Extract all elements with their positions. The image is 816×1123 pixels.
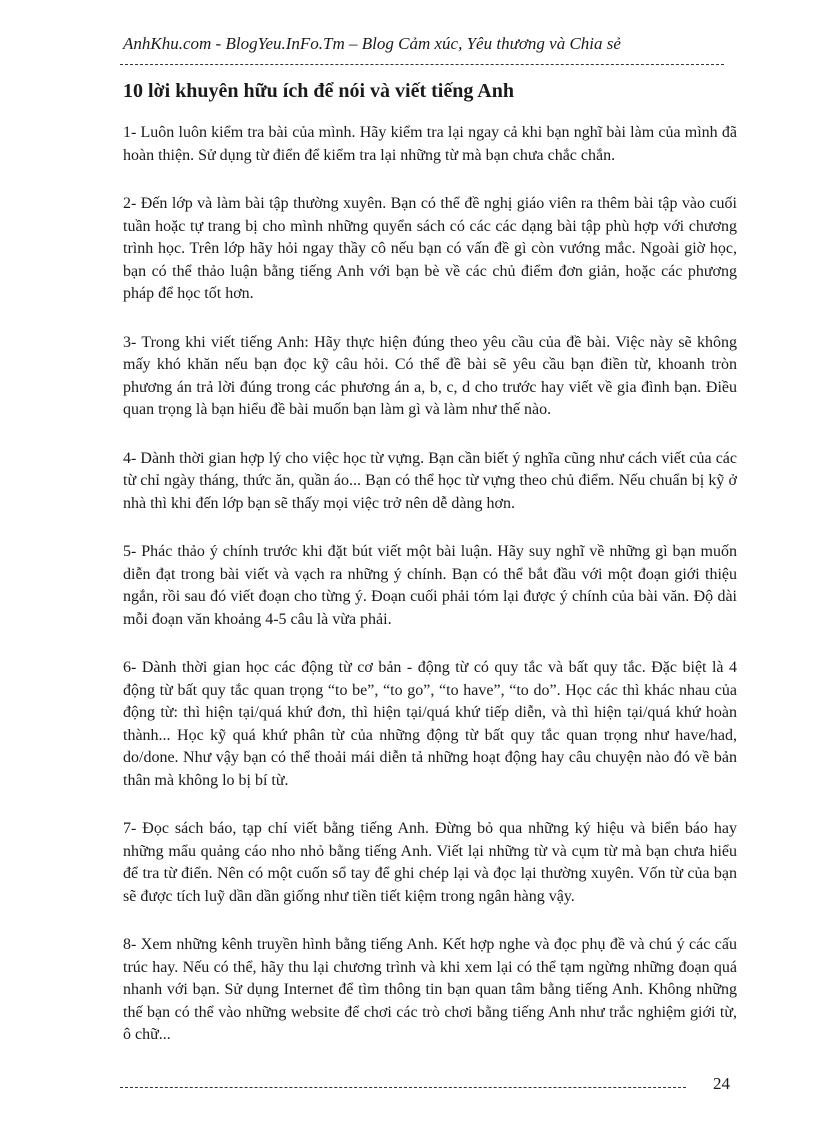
tip-paragraph-6: 6- Dành thời gian học các động từ cơ bản - động từ có quy tắc và bất quy tắc. Đặc biệt là 4 động từ bất quy tắc quan trọng “to be”, “to go”, “to have”, “to do”. Học các thì khác nhau của động từ: thì hiện tại/quá khứ đơn, thì hiện tại/quá khứ tiếp diễn, và thì hiện tại/quá khứ hoàn thành... Học kỹ quá khứ phân từ của những động từ bất quy tắc quan trọng như have/had, do/done. Như vậy bạn có thể thoải mái diễn tả những hoạt động hay câu chuyện nào đó về bản thân mà không lo bị bí từ. [123,659,737,789]
page-number: 24 [713,1074,730,1093]
footer-divider [120,1087,686,1088]
tip-paragraph-3: 3- Trong khi viết tiếng Anh: Hãy thực hiện đúng theo yêu cầu của đề bài. Việc này sẽ không mấy khó khăn nếu bạn đọc kỹ câu hỏi. Có thể đề bài sẽ yêu cầu bạn điền từ, khoanh tròn phương án trả lời đúng trong các phương án a, b, c, d cho trước hay viết về gia đình bạn. Điều quan trọng là bạn hiểu đề bài muốn bạn làm gì và làm như thế nào. [123,333,737,418]
tip-paragraph-8: 8- Xem những kênh truyền hình bằng tiếng Anh. Kết hợp nghe và đọc phụ đề và chú ý các cấu trúc hay. Nếu có thể, hãy thu lại chương trình và khi xem lại có thể tạm ngừng những đoạn quá nhanh với bạn. Sử dụng Internet để tìm thông tin bạn quan tâm bằng tiếng Anh. Không những thế bạn có thể vào những website để chơi các trò chơi bằng tiếng Anh như trắc nghiệm giới từ, ô chữ... [123,936,737,1043]
tip-paragraph-5: 5- Phác thảo ý chính trước khi đặt bút viết một bài luận. Hãy suy nghĩ về những gì bạn muốn diễn đạt trong bài viết và vạch ra những ý chính. Bạn có thể bắt đầu với một đoạn giới thiệu ngắn, rồi sau đó viết đoạn cho từng ý. Đoạn cuối phải tóm lại được ý chính của bài văn. Độ dài mỗi đoạn văn khoảng 4-5 câu là vừa phải. [123,543,737,628]
article-body [123,122,737,1073]
tip-paragraph-7: 7- Đọc sách báo, tạp chí viết bằng tiếng Anh. Đừng bỏ qua những ký hiệu và biển báo hay những mẩu quảng cáo nho nhỏ bằng tiếng Anh. Viết lại những từ và cụm từ mà bạn chưa hiểu để tra từ điển. Nên có một cuốn sổ tay để ghi chép lại và đọc lại thường xuyên. Vốn từ của bạn sẽ được tích luỹ dần dần giống như tiền tiết kiệm trong ngân hàng vậy. [123,820,737,905]
tip-paragraph-2: 2- Đến lớp và làm bài tập thường xuyên. Bạn có thể đề nghị giáo viên ra thêm bài tập vào cuối tuần hoặc tự trang bị cho mình những quyển sách có các các dạng bài tập phù hợp với chương trình học. Trên lớp hãy hỏi ngay thầy cô nếu bạn có vấn đề gì còn vướng mắc. Ngoài giờ học, bạn có thể thảo luận bằng tiếng Anh với bạn bè về các chủ điểm đơn giản, hoặc các phương pháp để học tốt hơn. [123,195,737,302]
header-divider [120,64,724,65]
page-header: AnhKhu.com - BlogYeu.InFo.Tm – Blog Cảm xúc, Yêu thương và Chia sẻ [123,34,621,53]
tip-paragraph-4: 4- Dành thời gian hợp lý cho việc học từ vựng. Bạn cần biết ý nghĩa cũng như cách viết của các từ chỉ ngày tháng, thức ăn, quần áo... Bạn có thể học từ vựng theo chủ điểm. Nếu chuẩn bị kỹ ở nhà thì khi đến lớp bạn sẽ thấy mọi việc trở nên dễ dàng hơn. [123,449,737,512]
article-title: 10 lời khuyên hữu ích để nói và viết tiếng Anh [123,80,514,102]
tip-paragraph-1: 1- Luôn luôn kiểm tra bài của mình. Hãy kiểm tra lại ngay cả khi bạn nghĩ bài làm của mình đã hoàn thiện. Sử dụng từ điển để kiểm tra lại những từ mà bạn chưa chắc chắn. [123,124,737,164]
